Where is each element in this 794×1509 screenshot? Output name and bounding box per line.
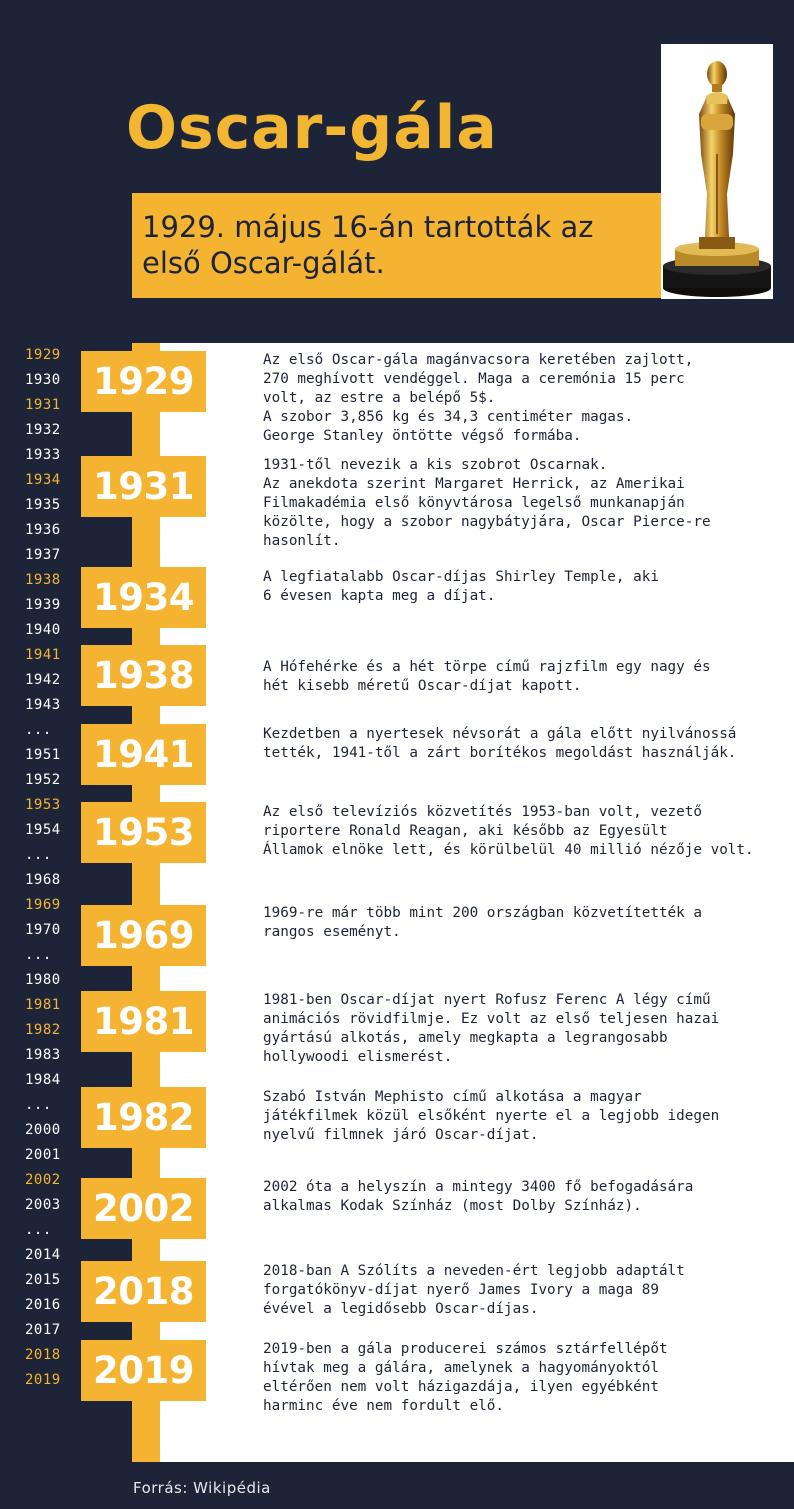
year-list-item: 1943 bbox=[25, 697, 61, 713]
year-list-item: 1929 bbox=[25, 347, 61, 363]
event-description: 1969-re már több mint 200 országban közvetítették a rangos eseményt. bbox=[263, 905, 702, 940]
year-list-item: ... bbox=[25, 722, 52, 738]
year-list-item: 1933 bbox=[25, 447, 61, 463]
page-title: Oscar-gála bbox=[126, 93, 498, 163]
year-badge bbox=[81, 802, 206, 863]
year-list-item: 1942 bbox=[25, 672, 61, 688]
year-list-item: 1969 bbox=[25, 897, 61, 913]
year-list-item: ... bbox=[25, 847, 52, 863]
year-badge-label: 1982 bbox=[93, 1096, 194, 1139]
year-list-item: 1968 bbox=[25, 872, 61, 888]
year-list-item: 1980 bbox=[25, 972, 61, 988]
year-list-item: 1953 bbox=[25, 797, 61, 813]
year-list-item: 1934 bbox=[25, 472, 61, 488]
year-badge bbox=[81, 1340, 206, 1401]
year-badge bbox=[81, 456, 206, 517]
year-list-item: 1983 bbox=[25, 1047, 61, 1063]
year-badge-label: 1953 bbox=[93, 811, 194, 854]
event-description: 1931-től nevezik a kis szobrot Oscarnak. Az anekdota szerint Margaret Herrick, az Amerikai Filmakadémia első könyvtárosa legelső munkanapján közölte, hogy a szobor nagybátyjára, Oscar Pierce-re hasonlít. bbox=[263, 457, 711, 549]
year-badge-label: 1931 bbox=[93, 465, 194, 508]
year-list bbox=[25, 345, 61, 1395]
subtitle-text: 1929. május 16-án tartották az első Oscar-gálát. bbox=[142, 210, 594, 280]
year-badge-label: 2019 bbox=[93, 1349, 194, 1392]
year-badge bbox=[81, 351, 206, 412]
source-credit: Forrás: Wikipédia bbox=[133, 1479, 271, 1497]
year-badge bbox=[81, 1087, 206, 1148]
year-list-item: 1935 bbox=[25, 497, 61, 513]
year-list-item: 1981 bbox=[25, 997, 61, 1013]
year-list-item: ... bbox=[25, 1222, 52, 1238]
year-list-item: 1931 bbox=[25, 397, 61, 413]
year-list-item: 1954 bbox=[25, 822, 61, 838]
year-badge-label: 1929 bbox=[93, 360, 194, 403]
oscar-statuette-image bbox=[661, 44, 773, 299]
year-list-item: 1938 bbox=[25, 572, 61, 588]
year-list-item: 1937 bbox=[25, 547, 61, 563]
event-description: Kezdetben a nyertesek névsorát a gála előtt nyilvánossá tették, 1941-től a zárt borítékos megoldást használják. bbox=[263, 726, 737, 761]
year-list-item: 1932 bbox=[25, 422, 61, 438]
event-description: Az első Oscar-gála magánvacsora keretében zajlott, 270 meghívott vendéggel. Maga a ceremónia 15 perc volt, az estre a belépő 5$. A szobor 3,856 kg és 34,3 centiméter magas. George Stanley öntötte végső formába. bbox=[263, 352, 694, 444]
year-list-item: 2018 bbox=[25, 1347, 61, 1363]
event-description: A Hófehérke és a hét törpe című rajzfilm egy nagy és hét kisebb méretű Oscar-díjat kapott. bbox=[263, 659, 711, 694]
year-badge-label: 1938 bbox=[93, 654, 194, 697]
year-badge-label: 1934 bbox=[93, 576, 194, 619]
year-list-item: 2002 bbox=[25, 1172, 61, 1188]
year-badge-label: 2002 bbox=[93, 1187, 194, 1230]
year-list-item: 1984 bbox=[25, 1072, 61, 1088]
year-list-item: 2017 bbox=[25, 1322, 61, 1338]
year-badge bbox=[81, 724, 206, 785]
year-list-item: 2016 bbox=[25, 1297, 61, 1313]
subtitle-banner bbox=[132, 193, 661, 298]
year-list-item: 1952 bbox=[25, 772, 61, 788]
year-badge bbox=[81, 991, 206, 1052]
year-badge-label: 1941 bbox=[93, 733, 194, 776]
year-badge-label: 1969 bbox=[93, 914, 194, 957]
year-badge bbox=[81, 567, 206, 628]
event-description: 1981-ben Oscar-díjat nyert Rofusz Ferenc A légy című animációs rövidfilmje. Ez volt az első teljesen hazai gyártású alkotás, amely megkapta a legrangosabb hollywoodi elismerést. bbox=[263, 992, 720, 1065]
year-list-item: 1982 bbox=[25, 1022, 61, 1038]
year-list-item: 1941 bbox=[25, 647, 61, 663]
year-list-item: 1970 bbox=[25, 922, 61, 938]
year-list-item: 2000 bbox=[25, 1122, 61, 1138]
year-list-item: 1951 bbox=[25, 747, 61, 763]
year-list-item: 1936 bbox=[25, 522, 61, 538]
year-list-item: 2001 bbox=[25, 1147, 61, 1163]
event-description: A legfiatalabb Oscar-díjas Shirley Temple, aki 6 évesen kapta meg a díjat. bbox=[263, 569, 659, 604]
year-list-item: 1940 bbox=[25, 622, 61, 638]
event-description: 2019-ben a gála producerei számos sztárfellépőt hívtak meg a gálára, amelynek a hagyományoktól eltérően nem volt házigazdája, ilyen egyébként harminc éve nem fordult elő. bbox=[263, 1341, 668, 1414]
year-badge bbox=[81, 1178, 206, 1239]
year-list-item: 2015 bbox=[25, 1272, 61, 1288]
year-list-item: 2014 bbox=[25, 1247, 61, 1263]
year-list-item: 1930 bbox=[25, 372, 61, 388]
event-description: Az első televíziós közvetítés 1953-ban volt, vezető riportere Ronald Reagan, aki később az Egyesült Államok elnöke lett, és körülbelül 40 millió nézője volt. bbox=[263, 804, 754, 858]
year-list-item: ... bbox=[25, 947, 52, 963]
event-description: 2002 óta a helyszín a mintegy 3400 fő befogadására alkalmas Kodak Színház (most Dolby Színház). bbox=[263, 1179, 694, 1214]
year-list-item: 2003 bbox=[25, 1197, 61, 1213]
year-badge-label: 2018 bbox=[93, 1270, 194, 1313]
event-description: 2018-ban A Szólíts a neveden-ért legjobb adaptált forgatókönyv-díjat nyerő James Ivory a maga 89 évével a legidősebb Oscar-díjas. bbox=[263, 1263, 685, 1317]
year-badge bbox=[81, 905, 206, 966]
event-description: Szabó István Mephisto című alkotása a magyar játékfilmek közül elsőként nyerte el a legjobb idegen nyelvű filmnek járó Oscar-díjat. bbox=[263, 1089, 720, 1143]
year-badge bbox=[81, 1261, 206, 1322]
year-badge-label: 1981 bbox=[93, 1000, 194, 1043]
oscar-statuette-icon bbox=[661, 44, 773, 299]
year-list-item: 1939 bbox=[25, 597, 61, 613]
year-list-item: 2019 bbox=[25, 1372, 61, 1388]
year-badge bbox=[81, 645, 206, 706]
year-list-item: ... bbox=[25, 1097, 52, 1113]
